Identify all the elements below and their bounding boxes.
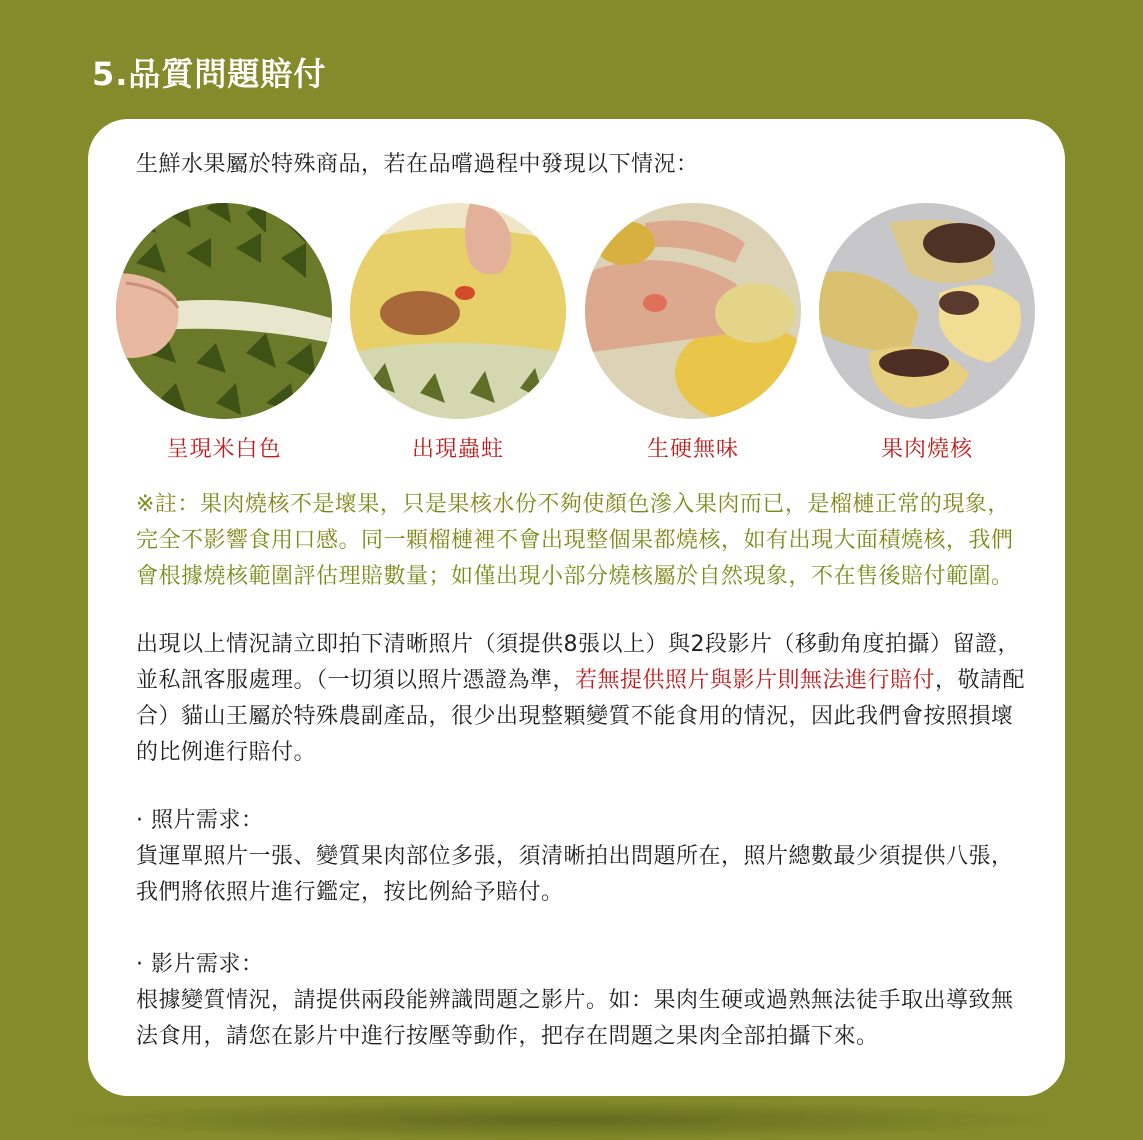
section-title: 5.品質問題賠付 <box>92 55 327 93</box>
caption-hard-tasteless: 生硬無味 <box>646 437 739 462</box>
note-text: ※註：果肉燒核不是壞果，只是果核水份不夠使顏色滲入果肉而已，是榴槤正常的現象，完全不影響食用口感。同一顆榴槤裡不會出現整個果都燒核，如有出現大面積燒核，我們會根據燒核範圍評估理賠數量；如僅出現小部分燒核屬於自然現象，不在售後賠付範圍。 <box>136 492 1014 589</box>
instructions-part2: ，敬請配合）貓山王屬於特殊農副產品，很少出現整顆變質不能食用的情況，因此我們會按照損壞的比例進行賠付。 <box>136 668 1026 765</box>
durian-burnt-core-image <box>819 203 1035 419</box>
caption-white-flesh: 呈現米白色 <box>166 437 282 462</box>
intro-text: 生鮮水果屬於特殊商品，若在品嚐過程中發現以下情況： <box>136 152 699 177</box>
instructions-part1: 出現以上情況請立即拍下清晰照片（須提供8張以上）與2段影片（移動角度拍攝）留證，並私訊客服處理。（一切須以照片憑證為準， <box>136 632 1020 693</box>
photo-requirement-label: · 照片需求： <box>136 808 264 833</box>
caption-worm-damage: 出現蟲蛀 <box>411 437 504 462</box>
no-evidence-warning: 若無提供照片與影片則無法進行賠付 <box>575 668 936 693</box>
bottom-shadow <box>60 1100 1060 1140</box>
durian-hard-tasteless-image <box>585 203 801 419</box>
instructions-text <box>136 627 1026 771</box>
video-requirement-body: 根據變質情況，請提供兩段能辨識問題之影片。如：果肉生硬或過熟無法徒手取出導致無法食用，請您在影片中進行按壓等動作，把存在問題之果肉全部拍攝下來。 <box>136 988 1014 1049</box>
photo-requirement-body: 貨運單照片一張、變質果肉部位多張，須清晰拍出問題所在，照片總數最少須提供八張，我們將依照片進行鑑定，按比例給予賠付。 <box>136 844 1014 905</box>
durian-white-flesh-image <box>116 203 332 419</box>
durian-worm-damage-image <box>350 203 566 419</box>
video-requirement-label: · 影片需求： <box>136 952 264 977</box>
caption-burnt-core: 果肉燒核 <box>880 437 973 462</box>
content-card <box>88 119 1065 1096</box>
